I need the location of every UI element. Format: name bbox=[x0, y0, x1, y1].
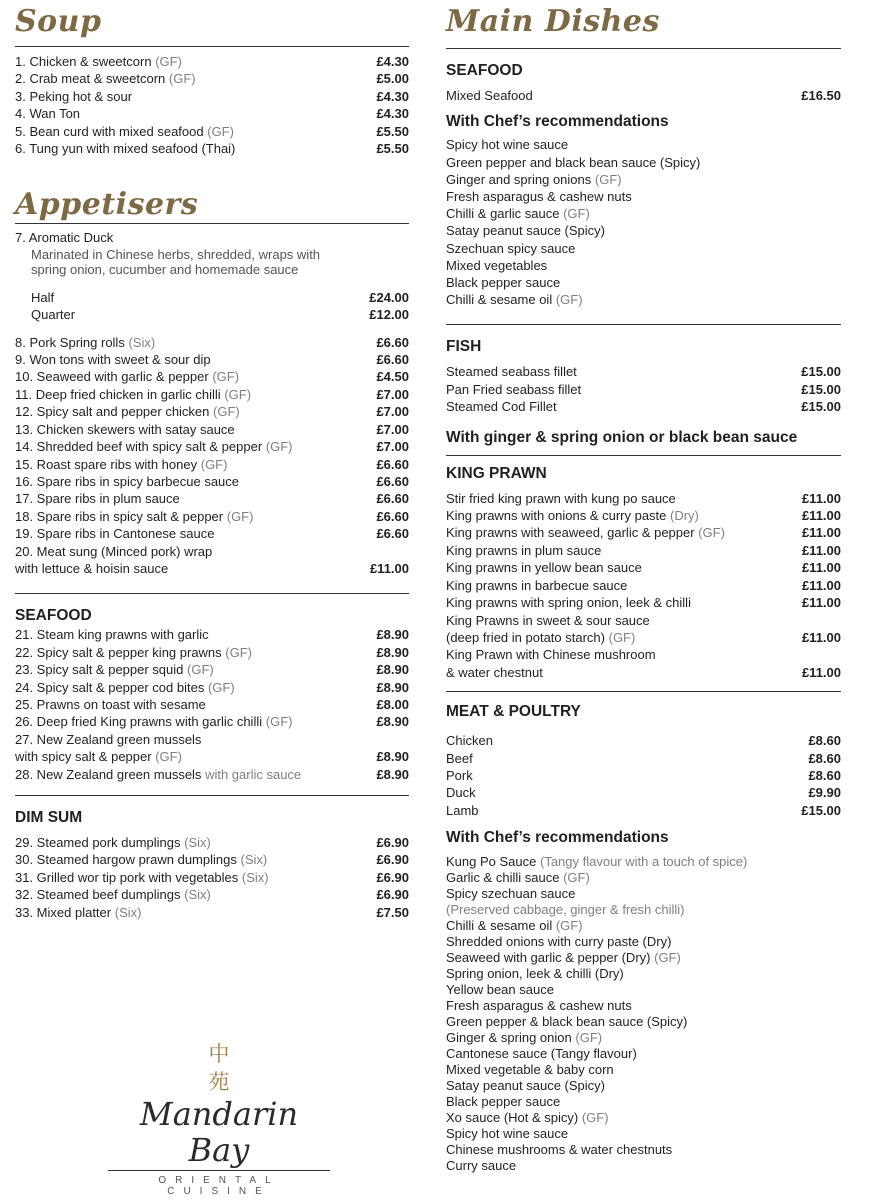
menu-item: 33. Mixed platter (Six) £7.50 bbox=[15, 904, 409, 920]
sauce-item: Mixed vegetable & baby corn bbox=[446, 1062, 614, 1078]
sauce-item: Garlic & chilli sauce (GF) bbox=[446, 870, 590, 886]
sauce-item: Spring onion, leek & chilli (Dry) bbox=[446, 966, 624, 982]
menu-item: 4. Wan Ton £4.30 bbox=[15, 106, 409, 122]
menu-item: 6. Tung yun with mixed seafood (Thai) £5.50 bbox=[15, 141, 409, 157]
menu-item: King prawns with onions & curry paste (Dry) £11.00 bbox=[446, 508, 841, 524]
logo-divider bbox=[108, 1170, 330, 1171]
sauce-item: Spicy hot wine sauce bbox=[446, 137, 569, 153]
meat-list bbox=[446, 732, 841, 819]
menu-item: Lamb £15.00 bbox=[446, 802, 841, 818]
menu-item: Beef £8.60 bbox=[446, 750, 841, 766]
menu-item: 28. New Zealand green mussels with garlic sauce £8.90 bbox=[15, 766, 409, 782]
sauce-item: Chilli & garlic sauce (GF) bbox=[446, 206, 590, 222]
menu-item: Steamed seabass fillet £15.00 bbox=[446, 364, 841, 380]
chef-recommendations-heading: With Chef’s recommendations bbox=[446, 113, 669, 131]
sauce-item: Green pepper and black bean sauce (Spicy) bbox=[446, 154, 701, 170]
menu-item: 17. Spare ribs in plum sauce £6.60 bbox=[15, 491, 409, 507]
brand-tagline: ORIENTAL CUISINE bbox=[158, 1175, 280, 1197]
menu-item: 26. Deep fried King prawns with garlic chilli (GF) £8.90 bbox=[15, 714, 409, 730]
divider bbox=[446, 324, 841, 325]
sauce-item: Chilli & sesame oil (GF) bbox=[446, 292, 583, 308]
item-description: Marinated in Chinese herbs, shredded, wraps with spring onion, cucumber and homemade sauce bbox=[31, 246, 321, 277]
divider bbox=[446, 691, 841, 692]
soup-list bbox=[15, 53, 409, 157]
menu-item: Chicken £8.60 bbox=[446, 733, 841, 749]
divider bbox=[15, 795, 409, 796]
menu-item: Quarter £12.00 bbox=[31, 307, 409, 323]
logo-character: 苑 bbox=[208, 1070, 230, 1094]
menu-item: 20. Meat sung (Minced pork) wrap bbox=[15, 543, 213, 559]
sauce-item: Kung Po Sauce (Tangy flavour with a touch of spice) bbox=[446, 854, 748, 870]
sauce-item: Spicy hot wine sauce bbox=[446, 1126, 569, 1142]
menu-item: 2. Crab meat & sweetcorn (GF) £5.00 bbox=[15, 71, 409, 87]
menu-item: with lettuce & hoisin sauce £11.00 bbox=[15, 560, 409, 576]
sauce-item: Black pepper sauce bbox=[446, 1094, 561, 1110]
sauce-item: Satay peanut sauce (Spicy) bbox=[446, 1078, 605, 1094]
sauce-item: Chilli & sesame oil (GF) bbox=[446, 918, 583, 934]
menu-item: 30. Steamed hargow prawn dumplings (Six) £6.90 bbox=[15, 852, 409, 868]
menu-item: 25. Prawns on toast with sesame £8.00 bbox=[15, 696, 409, 712]
sauce-item: Black pepper sauce bbox=[446, 275, 561, 291]
left-column bbox=[15, 0, 409, 921]
menu-item: 16. Spare ribs in spicy barbecue sauce £6.60 bbox=[15, 473, 409, 489]
menu-item: 5. Bean curd with mixed seafood (GF) £5.50 bbox=[15, 123, 409, 139]
menu-item: Pan Fried seabass fillet £15.00 bbox=[446, 381, 841, 397]
menu-item: 23. Spicy salt & pepper squid (GF) £8.90 bbox=[15, 662, 409, 678]
sauce-item: Spicy szechuan sauce bbox=[446, 886, 576, 902]
sauce-item: Seaweed with garlic & pepper (Dry) (GF) bbox=[446, 950, 681, 966]
section-heading: KING PRAWN bbox=[446, 464, 547, 482]
sauce-item: Szechuan spicy sauce bbox=[446, 240, 576, 256]
main-dishes-heading: Main Dishes bbox=[446, 4, 660, 39]
menu-item: King prawns in plum sauce £11.00 bbox=[446, 542, 841, 558]
sauce-item: Yellow bean sauce bbox=[446, 982, 554, 998]
menu-item: 13. Chicken skewers with satay sauce £7.00 bbox=[15, 421, 409, 437]
menu-item: 8. Pork Spring rolls (Six) £6.60 bbox=[15, 334, 409, 350]
menu-item: 15. Roast spare ribs with honey (GF) £6.60 bbox=[15, 456, 409, 472]
fish-list bbox=[446, 363, 841, 415]
sauce-item: Mixed vegetables bbox=[446, 257, 548, 273]
menu-item: King prawns in yellow bean sauce £11.00 bbox=[446, 560, 841, 576]
menu-item: Steamed Cod Fillet £15.00 bbox=[446, 399, 841, 415]
menu-item: 1. Chicken & sweetcorn (GF) £4.30 bbox=[15, 54, 409, 69]
menu-item: Stir fried king prawn with kung po sauce £11.00 bbox=[446, 490, 841, 506]
menu-item: 7. Aromatic Duck bbox=[15, 230, 114, 246]
sauce-item: Fresh asparagus & cashew nuts bbox=[446, 998, 632, 1014]
menu-item: 3. Peking hot & sour £4.30 bbox=[15, 88, 409, 104]
menu-item: & water chestnut £11.00 bbox=[446, 664, 841, 680]
brand-name: Mandarin Bay bbox=[139, 1095, 299, 1169]
right-column bbox=[446, 0, 841, 1174]
menu-item: 22. Spicy salt & pepper king prawns (GF) £8.90 bbox=[15, 644, 409, 660]
prawn-list bbox=[446, 490, 841, 681]
section-heading: MEAT & POULTRY bbox=[446, 703, 581, 721]
seafood-list bbox=[15, 626, 409, 783]
menu-item: Mixed Seafood £16.50 bbox=[446, 88, 841, 103]
appetisers-list bbox=[15, 229, 409, 577]
menu-item: 19. Spare ribs in Cantonese sauce £6.60 bbox=[15, 526, 409, 542]
sauce-item: Ginger and spring onions (GF) bbox=[446, 171, 622, 187]
appetisers-heading: Appetisers bbox=[15, 187, 199, 223]
menu-item: Pork £8.60 bbox=[446, 767, 841, 783]
menu-item: 27. New Zealand green mussels bbox=[15, 731, 202, 747]
chef-recommendations-heading: With Chef’s recommendations bbox=[446, 829, 669, 847]
menu-item: King prawns in barbecue sauce £11.00 bbox=[446, 577, 841, 593]
logo-character: 中 bbox=[208, 1042, 230, 1066]
sauce-item: Green pepper & black bean sauce (Spicy) bbox=[446, 1014, 688, 1030]
menu-item: Duck £9.90 bbox=[446, 785, 841, 801]
menu-item: 32. Steamed beef dumplings (Six) £6.90 bbox=[15, 887, 409, 903]
sauce-item: Cantonese sauce (Tangy flavour) bbox=[446, 1046, 637, 1062]
divider bbox=[446, 455, 841, 456]
sauce-item: Curry sauce bbox=[446, 1158, 517, 1174]
sauce-item: Fresh asparagus & cashew nuts bbox=[446, 189, 632, 205]
fish-sauce-heading: With ginger & spring onion or black bean sauce bbox=[446, 428, 798, 446]
sauce-item: Chinese mushrooms & water chestnuts bbox=[446, 1142, 673, 1158]
sauce-list bbox=[446, 854, 841, 1174]
menu-item: 11. Deep fried chicken in garlic chilli (GF) £7.00 bbox=[15, 386, 409, 402]
soup-heading: Soup bbox=[15, 4, 102, 39]
menu-item: King Prawn with Chinese mushroom bbox=[446, 647, 656, 663]
section-heading: SEAFOOD bbox=[15, 607, 92, 625]
menu-item: 24. Spicy salt & pepper cod bites (GF) £8.90 bbox=[15, 679, 409, 695]
divider bbox=[15, 593, 409, 594]
sauce-item: Xo sauce (Hot & spicy) (GF) bbox=[446, 1110, 609, 1126]
sauce-item: (Preserved cabbage, ginger & fresh chilli) bbox=[446, 902, 685, 918]
divider bbox=[446, 48, 841, 49]
menu-item: with spicy salt & pepper (GF) £8.90 bbox=[15, 749, 409, 765]
section-heading: DIM SUM bbox=[15, 809, 83, 826]
menu-item: 31. Grilled wor tip pork with vegetables (Six) £6.90 bbox=[15, 869, 409, 885]
menu-item: 14. Shredded beef with spicy salt & pepper (GF) £7.00 bbox=[15, 439, 409, 455]
sauce-item: Ginger & spring onion (GF) bbox=[446, 1030, 603, 1046]
menu-item: (deep fried in potato starch) (GF) £11.00 bbox=[446, 629, 841, 645]
sauce-item: Satay peanut sauce (Spicy) bbox=[446, 223, 605, 239]
menu-item: King prawns with seaweed, garlic & pepper (GF) £11.00 bbox=[446, 525, 841, 541]
divider bbox=[15, 223, 409, 224]
menu-item: 29. Steamed pork dumplings (Six) £6.90 bbox=[15, 835, 409, 850]
menu-item: 12. Spicy salt and pepper chicken (GF) £7.00 bbox=[15, 404, 409, 420]
menu-item: 9. Won tons with sweet & sour dip £6.60 bbox=[15, 352, 409, 368]
section-heading: SEAFOOD bbox=[446, 62, 523, 79]
menu-item: King prawns with spring onion, leek & chilli £11.00 bbox=[446, 595, 841, 611]
menu-item: 21. Steam king prawns with garlic £8.90 bbox=[15, 627, 409, 643]
menu-item: Half £24.00 bbox=[31, 289, 409, 305]
restaurant-logo bbox=[108, 1040, 330, 1197]
sauce-item: Shredded onions with curry paste (Dry) bbox=[446, 934, 672, 950]
divider bbox=[15, 46, 409, 47]
menu-item: 18. Spare ribs in spicy salt & pepper (GF) £6.60 bbox=[15, 508, 409, 524]
menu-item: King Prawns in sweet & sour sauce bbox=[446, 612, 650, 628]
section-heading: FISH bbox=[446, 338, 482, 356]
menu-item: 10. Seaweed with garlic & pepper (GF) £4.50 bbox=[15, 369, 409, 385]
dimsum-list bbox=[15, 834, 409, 921]
sauce-list bbox=[446, 136, 841, 308]
